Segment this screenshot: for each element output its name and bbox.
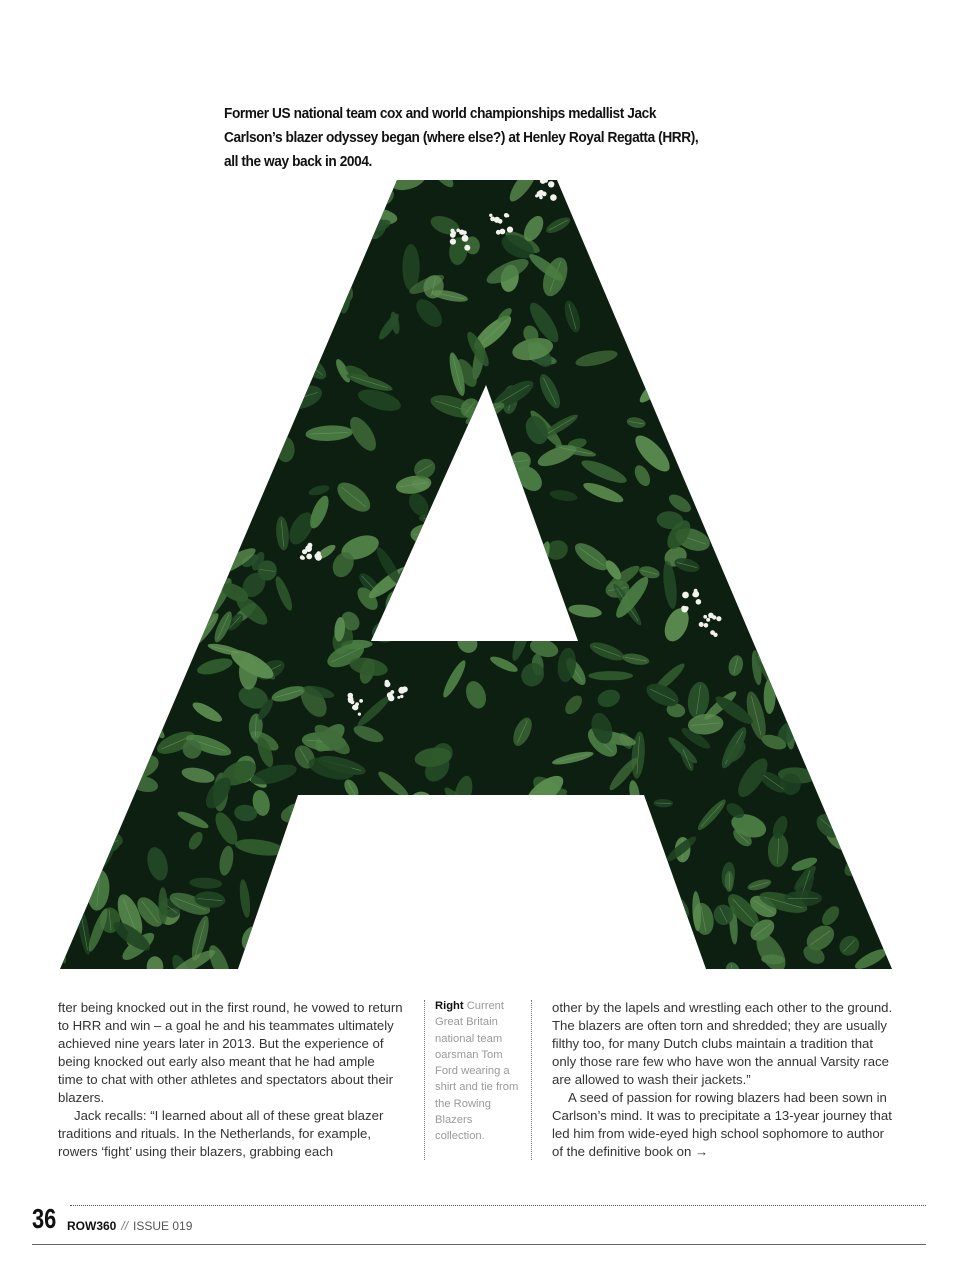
footer-separator: // [121, 1219, 129, 1233]
column-divider [424, 1000, 425, 1160]
standfirst: Former US national team cox and world championships medallist Jack Carlson’s blazer odyssey began (where else?) at Henley Royal Regatta (HRR), all the way back in 2004. [224, 105, 699, 170]
body-paragraph: fter being knocked out in the first round, he vowed to return to HRR and win – a goal he and his teammates ultimately achieved nine years later in 2013. But the experience of being knocked out early also meant that he had ample time to chat with other athletes and spectators about their blazers. [58, 1000, 403, 1105]
page-number: 36 [32, 1203, 57, 1234]
body-paragraph: Jack recalls: “I learned about all of these great blazer traditions and rituals. In the Netherlands, for example, rowers ‘fight’ using their blazers, grabbing each [58, 1108, 384, 1159]
caption-text: Current Great Britain national team oarsman Tom Ford wearing a shirt and tie from the Rowing Blazers collection. [435, 1000, 519, 1143]
footer-dotted-rule [70, 1205, 926, 1206]
footer-publication [67, 1219, 192, 1233]
body-paragraph: A seed of passion for rowing blazers had been sown in Carlson’s mind. It was to precipitate a 13-year journey that led him from wide-eyed high school sophomore to author of the definitive book on → [552, 1090, 892, 1159]
magazine-name: ROW360 [67, 1219, 117, 1233]
caption-label: Right [435, 1000, 464, 1012]
image-caption [435, 998, 523, 1145]
footer-rule [32, 1244, 926, 1245]
issue-number: ISSUE 019 [133, 1219, 193, 1233]
body-column-right [552, 999, 894, 1161]
body-paragraph: other by the lapels and wrestling each other to the ground. The blazers are often torn and shredded; they are usually filthy too, for many Dutch clubs maintain a tradition that only those rare few who have won the annual Varsity race are allowed to wash their jackets.” [552, 1000, 893, 1087]
body-column-left [58, 999, 403, 1161]
column-divider [531, 1000, 532, 1160]
